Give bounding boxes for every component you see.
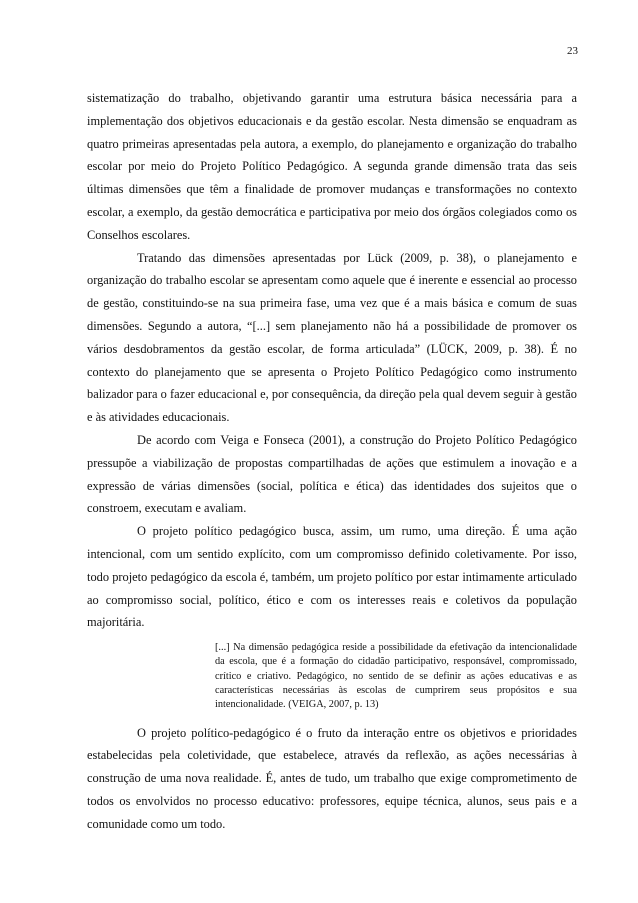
body-text: [87, 87, 577, 836]
paragraph-political-pedagogical-project: O projeto político pedagógico busca, assim, um rumo, uma direção. É uma ação intencional, com um sentido explícito, com um compromisso definido coletivamente. Por isso, todo projeto pedagógico da escola é, também, um projeto político por estar intimamente articulado ao compromisso social, político, ético e com os interesses reais e coletivos da população majoritária.: [87, 524, 577, 630]
page-number: 23: [567, 45, 578, 57]
paragraph-continuation: sistematização do trabalho, objetivando garantir uma estrutura básica necessária para a implementação dos objetivos educacionais e da gestão escolar. Nesta dimensão se enquadram as quatro primeiras apresentadas pela autora, a exemplo, do planejamento e organização do trabalho escolar por meio do Projeto Político Pedagógico. A segunda grande dimensão trata das seis últimas dimensões que têm a finalidade de promover mudanças e transformações no contexto escolar, a exemplo, da gestão democrática e participativa por meio dos órgãos colegiados como os Conselhos escolares.: [87, 91, 577, 242]
paragraph-luck-dimensions: Tratando das dimensões apresentadas por Lück (2009, p. 38), o planejamento e organização do trabalho escolar se apresentam como aquele que é inerente e essencial ao processo de gestão, constituindo-se na sua primeira fase, uma vez que é a mais básica e comum de suas dimensões. Segundo a autora, “[...] sem planejamento não há a possibilidade de promover os vários desdobramentos da gestão escolar, de forma articulada” (LÜCK, 2009, p. 38). É no contexto do planejamento que se apresenta o Projeto Político Pedagógico como instrumento balizador para o fazer educacional e, por consequência, da direção pela qual devem seguir à gestão e às atividades educacionais.: [87, 250, 577, 425]
block-quote-veiga: [...] Na dimensão pedagógica reside a possibilidade da efetivação da intencionalidade da escola, que é a formação do cidadão participativo, responsável, compromissado, crítico e criativo. Pedagógico, no sentido de se definir as ações educativas e as características necessárias às escolas de cumprirem seus propósitos e sua intencionalidade. (VEIGA, 2007, p. 13): [215, 642, 577, 711]
paragraph-final: O projeto político-pedagógico é o fruto da interação entre os objetivos e prioridades estabelecidas pela coletividade, que estabelece, através da reflexão, as ações necessárias à construção de uma nova realidade. É, antes de tudo, um trabalho que exige comprometimento de todos os envolvidos no processo educativo: professores, equipe técnica, alunos, seus pais e a comunidade como um todo.: [87, 725, 577, 831]
paragraph-veiga-fonseca: De acordo com Veiga e Fonseca (2001), a construção do Projeto Político Pedagógico pressupõe a viabilização de propostas compartilhadas de ações que estimulem a inovação e a expressão de várias dimensões (social, política e ética) das identidades dos sujeitos que o constroem, executam e avaliam.: [87, 432, 577, 516]
